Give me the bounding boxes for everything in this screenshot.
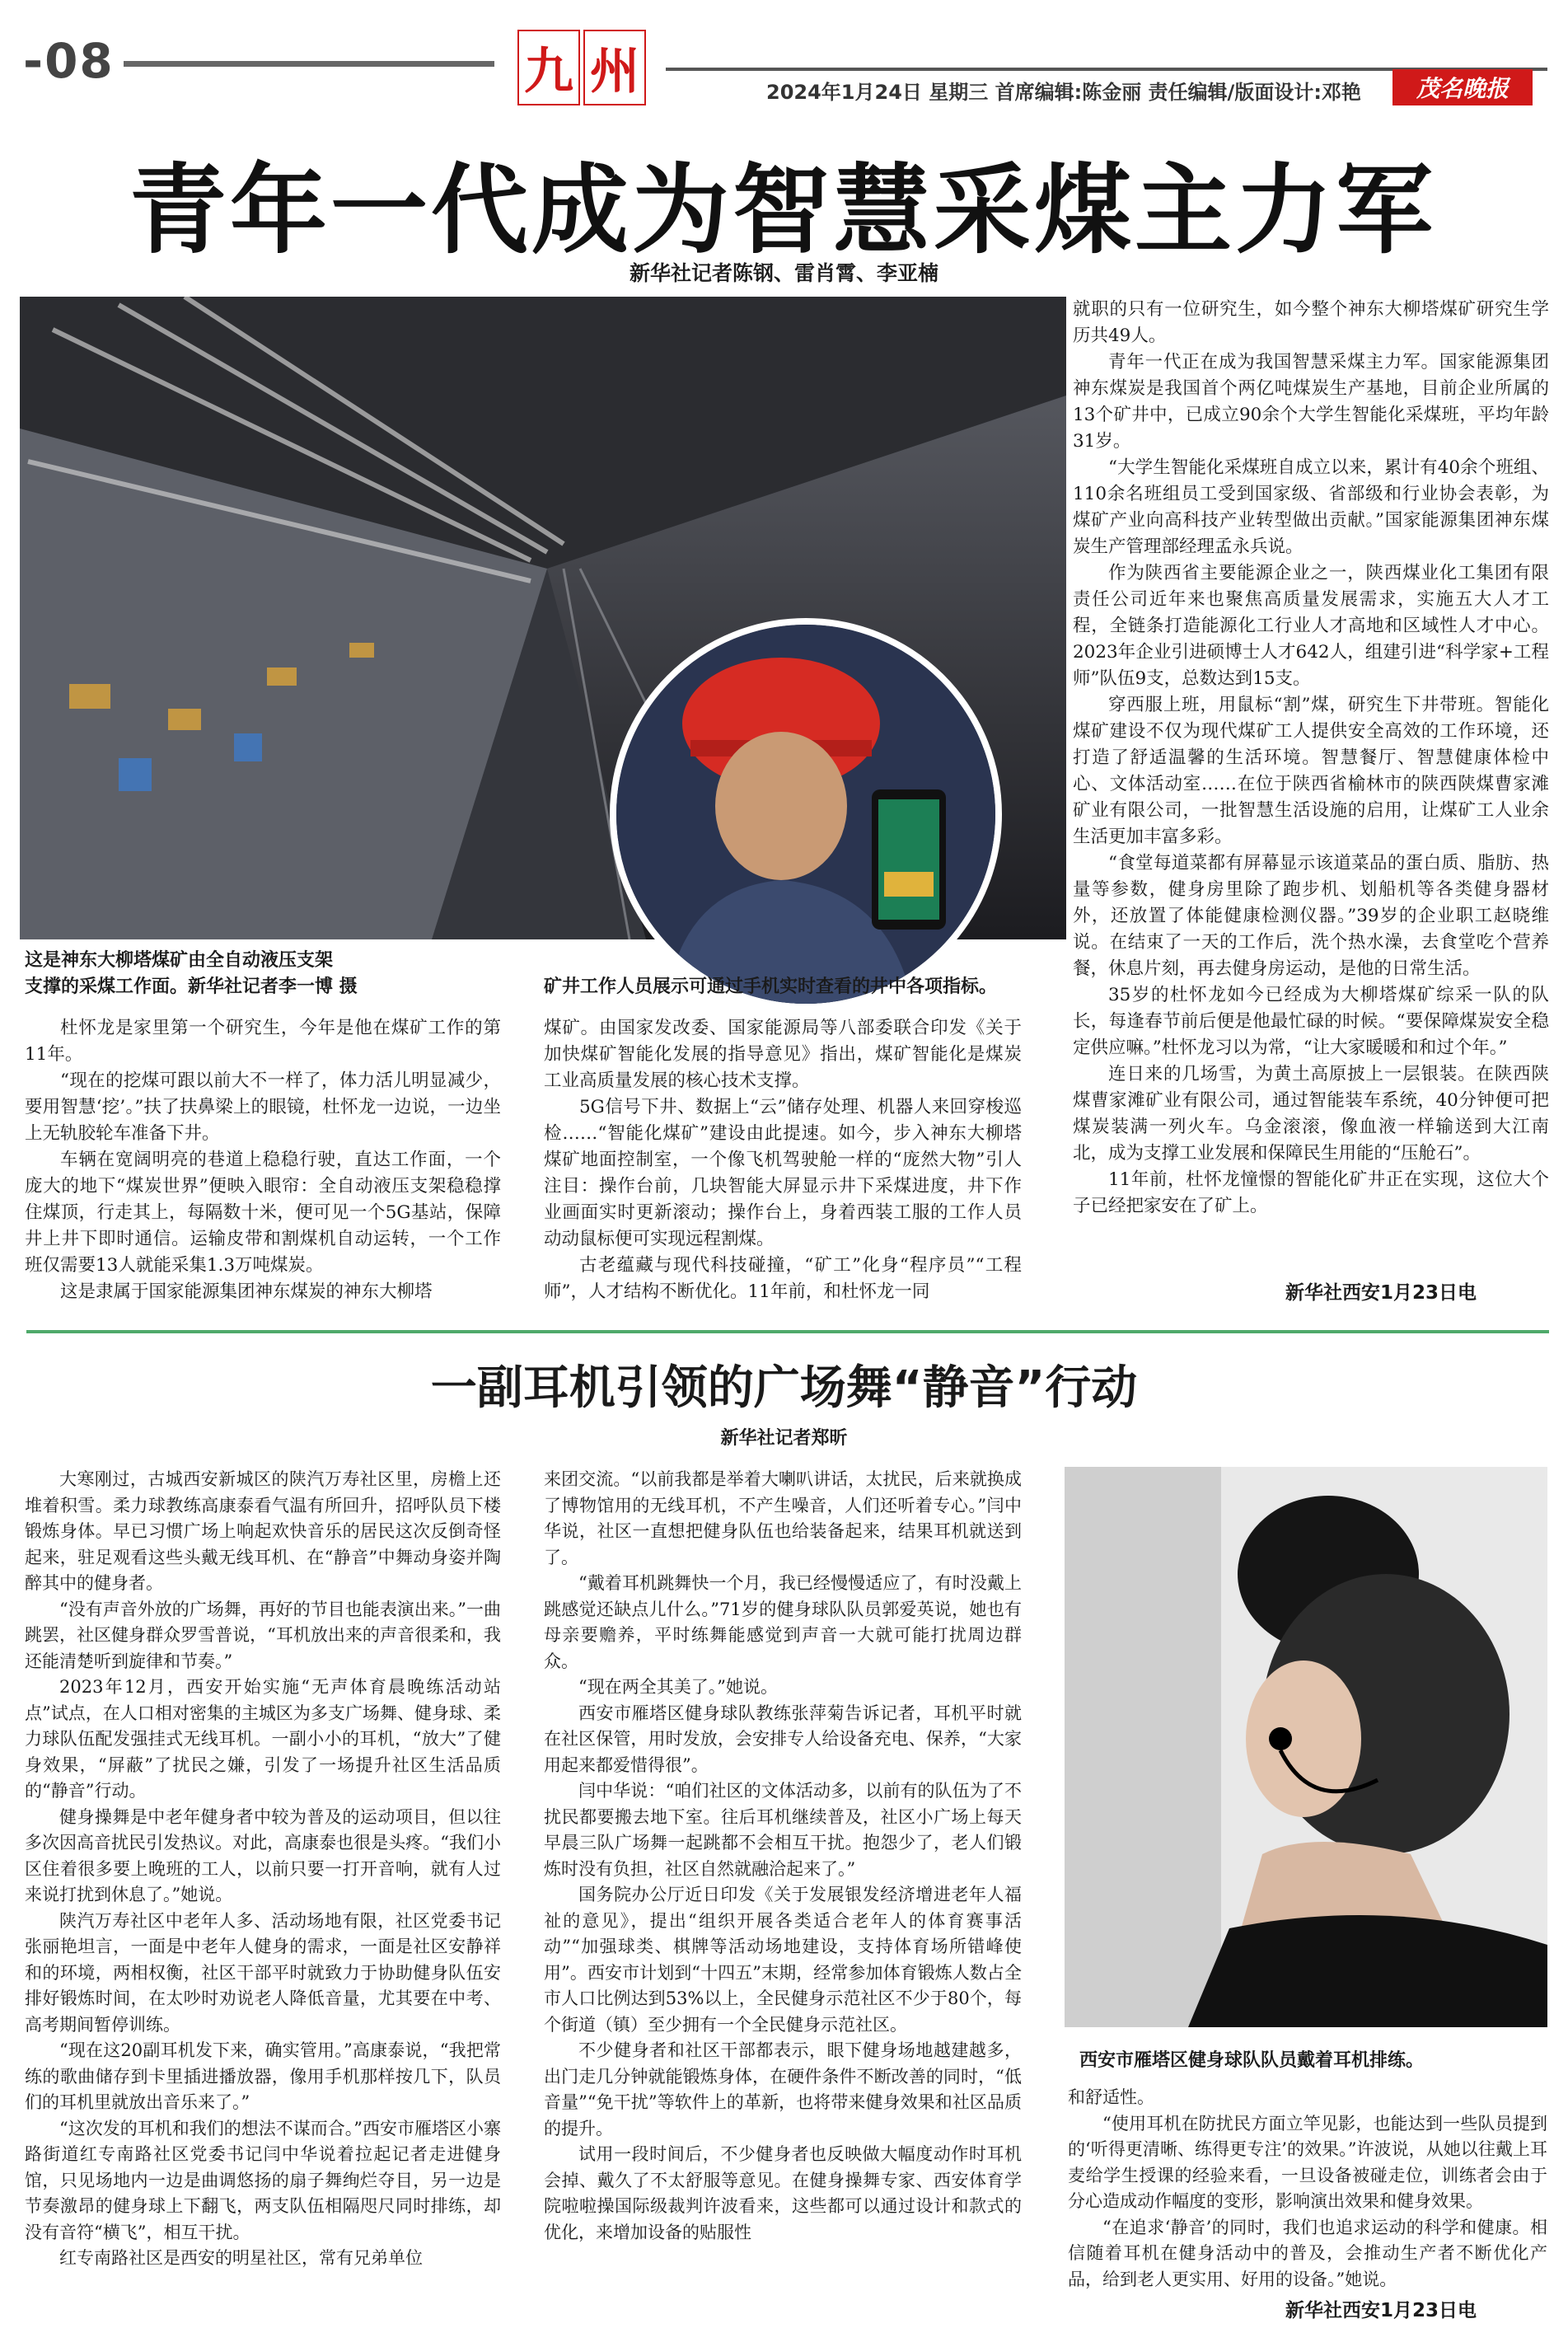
paragraph: 就职的只有一位研究生，如今整个神东大柳塔煤矿研究生学历共49人。 [1073, 299, 1549, 346]
paragraph: 车辆在宽阔明亮的巷道上稳稳行驶，直达工作面，一个庞大的地下“煤炭世界”便映入眼帘：全自动液压支架稳稳撑住煤顶，行走其上，每隔数十米，便可见一个5G基站，保障井上井下即时通信。运输皮带和割煤机自动运转，一个工作班仅需要13人就能采集1.3万吨煤炭。 [25, 1150, 501, 1276]
paragraph: 青年一代正在成为我国智慧采煤主力军。国家能源集团神东煤炭是我国首个两亿吨煤炭生产基地，目前企业所属的13个矿井中，已成立90余个大学生智能化采煤班，平均年龄31岁。 [1073, 352, 1549, 452]
photo2-caption: 矿井工作人员展示可通过手机实时查看的井中各项指标。 [544, 977, 998, 997]
paragraph: “现在这20副耳机发下来，确实管用。”高康泰说，“我把常练的歌曲储存到卡里插进播放器，像用手机那样按几下，队员们的耳机里就放出音乐来了。” [25, 2040, 501, 2112]
article2-signoff: 新华社西安1月23日电 [1285, 2300, 1477, 2321]
paragraph: 国务院办公厅近日印发《关于发展银发经济增进老年人福祉的意见》，提出“组织开展各类适合老年人的体育赛事活动”“加强球类、棋牌等活动场地建设，支持体育场所错峰使用”。西安市计划到“十四五”末期，经常参加体育锻炼人数占全市人口比例达到53%以上，全民健身示范社区不少于80个，每个街道（镇）至少拥有一个全民健身示范社区。 [544, 1885, 1022, 2035]
section-char-1: 九 [517, 30, 580, 105]
paragraph: “这次发的耳机和我们的想法不谋而合。”西安市雁塔区小寨路街道红专南路社区党委书记闫中华说着拉起记者走进健身馆，只见场地内一边是曲调悠扬的扇子舞绚烂夺目，另一边是节奏激昂的健身球上下翻飞，两支队伍相隔咫尺同时排练，却没有音符“横飞”，相互干扰。 [25, 2118, 501, 2242]
paragraph: “现在两全其美了。”她说。 [578, 1677, 778, 1697]
paragraph: “戴着耳机跳舞快一个月，我已经慢慢适应了，有时没戴上跳感觉还缺点儿什么。”71岁的健身球队队员郭爱英说，她也有母亲要赡养，平时练舞能感觉到声音一大就可能打扰周边群众。 [544, 1573, 1022, 1671]
paragraph: 古老蕴藏与现代科技碰撞，“矿工”化身“程序员”“工程师”，人才结构不断优化。11年前，和杜怀龙一同 [544, 1255, 1022, 1302]
paragraph: 35岁的杜怀龙如今已经成为大柳塔煤矿综采一队的队长，每逢春节前后便是他最忙碌的时候。“要保障煤炭安全稳定供应嘛。”杜怀龙习以为常，“让大家暖暖和和过个年。” [1073, 985, 1549, 1058]
paragraph: 试用一段时间后，不少健身者也反映做大幅度动作时耳机会掉、戴久了不太舒服等意见。在健身操舞专家、西安体育学院啦啦操国际级裁判许波看来，这些都可以通过设计和款式的优化，来增加设备的贴服性 [544, 2144, 1022, 2242]
header-rule-left [124, 61, 494, 67]
article2-column-2 [544, 1467, 1022, 2246]
section-char-2: 州 [583, 30, 646, 105]
photo3-caption: 西安市雁塔区健身球队队员戴着耳机排练。 [1079, 2050, 1425, 2071]
paragraph: 健身操舞是中老年健身者中较为普及的运动项目，但以往多次因高音扰民引发热议。对此，高康泰也很是头疼。“我们小区住着很多要上晚班的工人，以前只要一打开音响，就有人过来说打扰到休息了。”她说。 [25, 1806, 501, 1904]
worker-phone-photo-art [616, 625, 995, 1004]
paragraph: “没有声音外放的广场舞，再好的节目也能表演出来。”一曲跳罢，社区健身群众罗雪普说，“耳机放出来的声音很柔和，我还能清楚听到旋律和节奏。” [25, 1599, 501, 1671]
paragraph: 11年前，杜怀龙憧憬的智能化矿井正在实现，这位大个子已经把家安在了矿上。 [1073, 1169, 1549, 1216]
paragraph: “食堂每道菜都有屏幕显示该道菜品的蛋白质、脂肪、热量等参数，健身房里除了跑步机、划船机等各类健身器材外，还放置了体能健康检测仪器。”39岁的企业职工赵晓维说。在结束了一天的工作后，洗个热水澡，去食堂吃个营养餐，休息片刻，再去健身房运动，是他的日常生活。 [1073, 853, 1549, 979]
paragraph: “在追求‘静音’的同时，我们也追求运动的科学和健康。相信随着耳机在健身活动中的普及，会推动生产者不断优化产品，给到老人更实用、好用的设备。”她说。 [1068, 2217, 1547, 2289]
article1-column-mid [544, 1015, 1022, 1305]
dancer-headphone-photo [1065, 1467, 1547, 2027]
paragraph: 来团交流。“以前我都是举着大喇叭讲话，太扰民，后来就换成了博物馆用的无线耳机，不产生噪音，人们还听着专心。”闫中华说，社区一直想把健身队伍也给装备起来，结果耳机就送到了。 [544, 1469, 1022, 1567]
dancer-headphone-photo-art [1065, 1467, 1547, 2027]
paragraph: 和舒适性。 [1068, 2087, 1154, 2107]
paragraph: 杜怀龙是家里第一个研究生，今年是他在煤矿工作的第11年。 [25, 1018, 501, 1065]
section-divider [26, 1330, 1549, 1333]
paragraph: 作为陕西省主要能源企业之一，陕西煤业化工集团有限责任公司近年来也聚焦高质量发展需求，实施五大人才工程，全链条打造能源化工行业人才高地和区域性人才中心。2023年企业引进硕博士人才642人，组建引进“科学家+工程师”队伍9支，总数达到15支。 [1073, 563, 1549, 689]
paragraph: 红专南路社区是西安的明星社区，常有兄弟单位 [59, 2248, 423, 2268]
paragraph: 煤矿。由国家发改委、国家能源局等八部委联合印发《关于加快煤矿智能化发展的指导意见》指出，煤矿智能化是煤炭工业高质量发展的核心技术支撑。 [544, 1018, 1022, 1091]
article1-signoff: 新华社西安1月23日电 [1285, 1282, 1477, 1304]
paragraph: “现在的挖煤可跟以前大不一样了，体力活儿明显减少，要用智慧‘挖’。”扶了扶鼻梁上的眼镜，杜怀龙一边说，一边坐上无轨胶轮车准备下井。 [25, 1070, 501, 1144]
paragraph: 大寒刚过，古城西安新城区的陕汽万寿社区里，房檐上还堆着积雪。柔力球教练高康泰看气温有所回升，招呼队员下楼锻炼身体。早已习惯广场上响起欢快音乐的居民这次反倒奇怪起来，驻足观看这些头戴无线耳机、在“静音”中舞动身姿并陶醉其中的健身者。 [25, 1469, 501, 1593]
paragraph: 连日来的几场雪，为黄土高原披上一层银装。在陕西陕煤曹家滩矿业有限公司，通过智能装车系统，40分钟便可把煤炭装满一列火车。乌金滚滚，像血液一样输送到大江南北，成为支撑工业发展和保障民生用能的“压舱石”。 [1073, 1064, 1549, 1164]
paragraph: 2023年12月，西安开始实施“无声体育晨晚练活动站点”试点，在人口相对密集的主城区为多支广场舞、健身球、柔力球队伍配发强挂式无线耳机。一副小小的耳机，“放大”了健身效果，“屏蔽”了扰民之嫌，引发了一场提升社区生活品质的“静音”行动。 [25, 1677, 501, 1801]
article2-column-3 [1068, 2085, 1547, 2293]
paragraph: 陕汽万寿社区中老年人多、活动场地有限，社区党委书记张丽艳坦言，一面是中老年人健身的需求，一面是社区安静祥和的环境，两相权衡，社区干部平时就致力于协助健身队伍安排好锻炼时间，在太吵时劝说老人降低音量，尤其要在中考、高考期间暂停训练。 [25, 1910, 501, 2035]
photo1-caption-line2: 支撑的采煤工作面。新华社记者李一博 摄 [25, 977, 358, 997]
worker-phone-photo [610, 618, 1002, 1010]
photo1-caption [25, 948, 519, 1000]
newspaper-logo: 茂名晚报 [1392, 69, 1533, 105]
paragraph: 这是隶属于国家能源集团神东煤炭的神东大柳塔 [60, 1281, 433, 1302]
section-tag [517, 30, 649, 104]
paragraph: 西安市雁塔区健身球队教练张萍菊告诉记者，耳机平时就在社区保管，用时发放，会安排专人给设备充电、保养，“大家用起来都爱惜得很”。 [544, 1703, 1022, 1775]
article1-column-left [25, 1015, 501, 1305]
article2-headline: 一副耳机引领的广场舞“静音”行动 [430, 1361, 1138, 1415]
article1-byline: 新华社记者陈钢、雷肖霄、李亚楠 [629, 261, 938, 285]
article1-column-right [1073, 297, 1549, 1220]
article1-headline: 青年一代成为智慧采煤主力军 [129, 153, 1436, 267]
paragraph: 闫中华说：“咱们社区的文体活动多，以前有的队伍为了不扰民都要搬去地下室。往后耳机继续普及，社区小广场上每天早晨三队广场舞一起跳都不会相互干扰。抱怨少了，老人们锻炼时没有负担，社区自然就融洽起来了。” [544, 1781, 1022, 1879]
photo1-caption-line1: 这是神东大柳塔煤矿由全自动液压支架 [25, 950, 334, 971]
date-editor-line: 2024年1月24日 星期三 首席编辑:陈金丽 责任编辑/版面设计:邓艳 [766, 81, 1361, 104]
paragraph: 穿西服上班，用鼠标“割”煤，研究生下井带班。智能化煤矿建设不仅为现代煤矿工人提供安全高效的工作环境，还打造了舒适温馨的生活环境。智慧餐厅、智慧健康体检中心、文体活动室……在位于陕西省榆林市的陕西陕煤曹家滩矿业有限公司，一批智慧生活设施的启用，让煤矿工人业余生活更加丰富多彩。 [1073, 695, 1549, 847]
paragraph: “大学生智能化采煤班自成立以来，累计有40余个班组、110余名班组员工受到国家级、省部级和行业协会表彰，为煤矿产业向高科技产业转型做出贡献。”国家能源集团神东煤炭生产管理部经理孟永兵说。 [1073, 457, 1549, 557]
article2-column-1 [25, 1467, 501, 2272]
article2-byline: 新华社记者郑昕 [720, 1428, 848, 1449]
paragraph: 不少健身者和社区干部都表示，眼下健身场地越建越多，出门走几分钟就能锻炼身体，在硬件条件不断改善的同时，“低音量”“免干扰”等软件上的革新，也将带来健身效果和社区品质的提升。 [544, 2040, 1022, 2138]
paragraph: “使用耳机在防扰民方面立竿见影，也能达到一些队员提到的‘听得更清晰、练得更专注’的效果。”许波说，从她以往戴上耳麦给学生授课的经验来看，一旦设备被碰走位，训练者会由于分心造成动作幅度的变形，影响演出效果和健身效果。 [1068, 2113, 1547, 2211]
page-number: -08 [23, 33, 115, 89]
paragraph: 5G信号下井、数据上“云”储存处理、机器人来回穿梭巡检……“智能化煤矿”建设由此提速。如今，步入神东大柳塔煤矿地面控制室，一个像飞机驾驶舱一样的“庞然大物”引人注目：操作台前，几块智能大屏显示井下采煤进度，井下作业画面实时更新滚动；操作台上，身着西装工服的工作人员动动鼠标便可实现远程割煤。 [544, 1097, 1022, 1249]
